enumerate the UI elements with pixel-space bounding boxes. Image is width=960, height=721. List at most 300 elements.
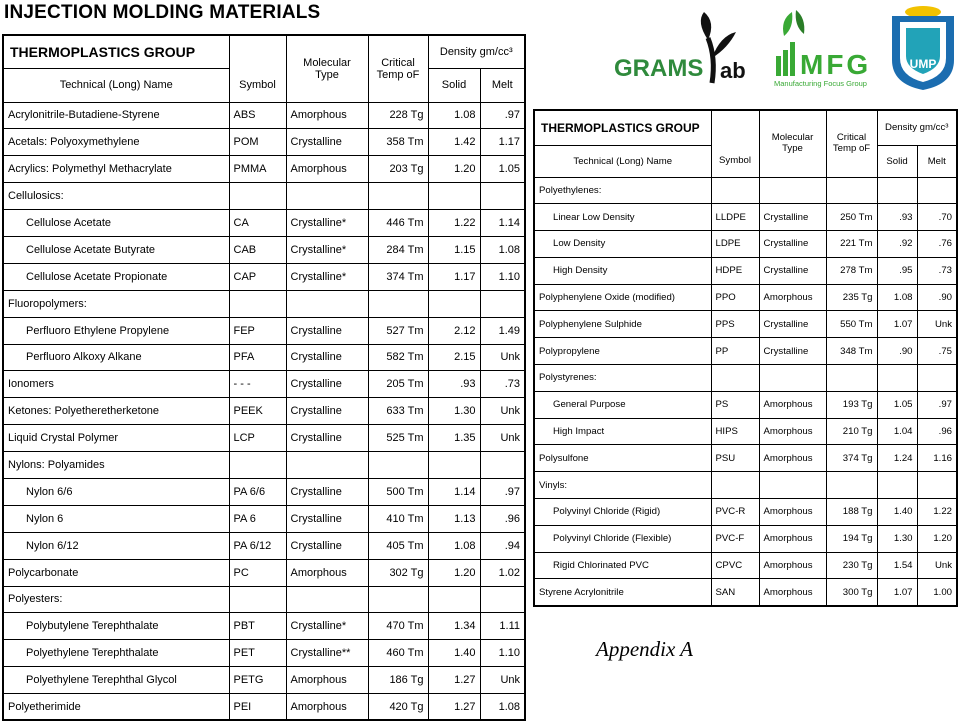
gramslab-logo-suffix: ab bbox=[720, 58, 746, 83]
col-header-solid: Solid bbox=[877, 145, 917, 177]
cell-name: Polyphenylene Oxide (modified) bbox=[534, 284, 711, 311]
cell-density-melt bbox=[917, 365, 957, 392]
cell-molecular-type: Crystalline bbox=[759, 311, 826, 338]
mfg-logo bbox=[770, 4, 880, 88]
table-row bbox=[3, 290, 525, 317]
gramslab-logo-text: GRAMS bbox=[614, 55, 704, 82]
cell-density-melt: .97 bbox=[480, 478, 525, 505]
cell-symbol: PEI bbox=[229, 694, 286, 721]
table-row bbox=[3, 317, 525, 344]
cell-density-solid: 1.27 bbox=[428, 667, 480, 694]
cell-name: Ketones: Polyetheretherketone bbox=[3, 398, 229, 425]
cell-name: Rigid Chlorinated PVC bbox=[534, 552, 711, 579]
table-group-title: THERMOPLASTICS GROUP bbox=[534, 110, 711, 145]
cell-density-solid: 1.27 bbox=[428, 694, 480, 721]
cell-symbol: PETG bbox=[229, 667, 286, 694]
cell-density-solid: 1.07 bbox=[877, 311, 917, 338]
cell-molecular-type bbox=[759, 365, 826, 392]
ump-logo bbox=[888, 2, 958, 92]
cell-density-solid: 1.08 bbox=[428, 532, 480, 559]
table-row bbox=[534, 311, 957, 338]
table-row bbox=[534, 257, 957, 284]
cell-density-solid: 1.08 bbox=[877, 284, 917, 311]
cell-molecular-type: Crystalline** bbox=[286, 640, 368, 667]
col-header-critical-temp: Critical Temp oF bbox=[368, 35, 428, 102]
cell-critical-temp bbox=[826, 177, 877, 204]
cell-symbol: PEEK bbox=[229, 398, 286, 425]
col-header-solid: Solid bbox=[428, 68, 480, 102]
cell-molecular-type: Crystalline bbox=[286, 317, 368, 344]
cell-density-melt: Unk bbox=[480, 398, 525, 425]
cell-density-melt bbox=[917, 177, 957, 204]
cell-name: Polybutylene Terephthalate bbox=[3, 613, 229, 640]
cell-density-solid bbox=[877, 365, 917, 392]
cell-critical-temp: 550 Tm bbox=[826, 311, 877, 338]
cell-density-melt bbox=[480, 452, 525, 479]
cell-density-solid: 1.40 bbox=[877, 499, 917, 526]
cell-symbol: LLDPE bbox=[711, 204, 759, 231]
cell-molecular-type: Crystalline bbox=[286, 425, 368, 452]
cell-density-melt: .76 bbox=[917, 231, 957, 258]
cell-critical-temp: 203 Tg bbox=[368, 156, 428, 183]
cell-density-solid: .93 bbox=[428, 371, 480, 398]
cell-molecular-type: Amorphous bbox=[759, 391, 826, 418]
table-row bbox=[3, 452, 525, 479]
cell-density-melt bbox=[480, 586, 525, 613]
cell-density-melt: 1.08 bbox=[480, 236, 525, 263]
cell-name: Polyvinyl Chloride (Flexible) bbox=[534, 525, 711, 552]
col-header-melt: Melt bbox=[917, 145, 957, 177]
table-row bbox=[3, 586, 525, 613]
cell-density-melt bbox=[917, 472, 957, 499]
cell-name: Polystyrenes: bbox=[534, 365, 711, 392]
cell-name: Perfluoro Ethylene Propylene bbox=[3, 317, 229, 344]
cell-molecular-type: Amorphous bbox=[286, 559, 368, 586]
cell-symbol: CAB bbox=[229, 236, 286, 263]
cell-critical-temp bbox=[368, 452, 428, 479]
cell-density-solid: 1.08 bbox=[428, 102, 480, 129]
mfg-logo-text: MFG bbox=[800, 49, 872, 80]
cell-density-solid: 1.15 bbox=[428, 236, 480, 263]
cell-molecular-type: Amorphous bbox=[759, 579, 826, 606]
cell-symbol bbox=[711, 177, 759, 204]
cell-name: Nylon 6/6 bbox=[3, 478, 229, 505]
cell-molecular-type: Crystalline bbox=[759, 338, 826, 365]
cell-name: Polyvinyl Chloride (Rigid) bbox=[534, 499, 711, 526]
cell-symbol: PVC-F bbox=[711, 525, 759, 552]
cell-molecular-type: Amorphous bbox=[759, 552, 826, 579]
cell-density-melt: Unk bbox=[480, 344, 525, 371]
cell-critical-temp: 374 Tg bbox=[826, 445, 877, 472]
cell-symbol bbox=[711, 365, 759, 392]
cell-symbol bbox=[711, 472, 759, 499]
cell-density-melt: 1.49 bbox=[480, 317, 525, 344]
table-row bbox=[3, 183, 525, 210]
cell-density-melt: .70 bbox=[917, 204, 957, 231]
cell-density-solid: 1.20 bbox=[428, 156, 480, 183]
thermoplastics-table-left bbox=[2, 34, 526, 721]
cell-critical-temp: 188 Tg bbox=[826, 499, 877, 526]
page-title: INJECTION MOLDING MATERIALS bbox=[4, 2, 321, 23]
cell-symbol: PPO bbox=[711, 284, 759, 311]
cell-critical-temp bbox=[368, 586, 428, 613]
ump-logo-text: UMP bbox=[909, 57, 937, 71]
cell-symbol: LCP bbox=[229, 425, 286, 452]
cell-symbol: HIPS bbox=[711, 418, 759, 445]
cell-symbol: PPS bbox=[711, 311, 759, 338]
cell-density-solid: 2.12 bbox=[428, 317, 480, 344]
cell-critical-temp: 374 Tm bbox=[368, 263, 428, 290]
table-row bbox=[534, 418, 957, 445]
gramslab-logo bbox=[612, 8, 762, 88]
cell-symbol: PP bbox=[711, 338, 759, 365]
cell-density-solid: 1.34 bbox=[428, 613, 480, 640]
cell-name: Liquid Crystal Polymer bbox=[3, 425, 229, 452]
cell-density-melt: Unk bbox=[480, 425, 525, 452]
cell-critical-temp: 210 Tg bbox=[826, 418, 877, 445]
cell-critical-temp: 446 Tm bbox=[368, 210, 428, 237]
cell-density-solid: 1.05 bbox=[877, 391, 917, 418]
cell-molecular-type: Amorphous bbox=[759, 418, 826, 445]
cell-symbol: PA 6/6 bbox=[229, 478, 286, 505]
col-header-name: Technical (Long) Name bbox=[3, 68, 229, 102]
table-row bbox=[3, 236, 525, 263]
cell-name: Polyetherimide bbox=[3, 694, 229, 721]
cell-name: Polyphenylene Sulphide bbox=[534, 311, 711, 338]
table-row bbox=[3, 694, 525, 721]
cell-molecular-type: Crystalline bbox=[759, 231, 826, 258]
cell-name: Cellulosics: bbox=[3, 183, 229, 210]
cell-name: Acetals: Polyoxymethylene bbox=[3, 129, 229, 156]
cell-density-solid bbox=[428, 586, 480, 613]
cell-name: Acrylonitrile-Butadiene-Styrene bbox=[3, 102, 229, 129]
cell-density-solid: 1.07 bbox=[877, 579, 917, 606]
col-header-critical-temp: Critical Temp oF bbox=[826, 110, 877, 177]
cell-critical-temp: 186 Tg bbox=[368, 667, 428, 694]
cell-density-melt: 1.10 bbox=[480, 263, 525, 290]
appendix-label: Appendix A bbox=[596, 637, 694, 661]
cell-molecular-type bbox=[286, 183, 368, 210]
cell-symbol bbox=[229, 452, 286, 479]
table-row bbox=[534, 525, 957, 552]
cell-name: Vinyls: bbox=[534, 472, 711, 499]
col-header-melt: Melt bbox=[480, 68, 525, 102]
cell-symbol: PC bbox=[229, 559, 286, 586]
cell-critical-temp bbox=[826, 472, 877, 499]
cell-density-solid: .93 bbox=[877, 204, 917, 231]
cell-critical-temp: 278 Tm bbox=[826, 257, 877, 284]
cell-density-solid: 1.30 bbox=[428, 398, 480, 425]
cell-symbol: HDPE bbox=[711, 257, 759, 284]
cell-molecular-type: Crystalline* bbox=[286, 210, 368, 237]
cell-density-melt: .73 bbox=[480, 371, 525, 398]
cell-density-solid: 2.15 bbox=[428, 344, 480, 371]
cell-critical-temp: 410 Tm bbox=[368, 505, 428, 532]
col-header-density: Density gm/cc³ bbox=[428, 35, 525, 68]
cell-critical-temp: 500 Tm bbox=[368, 478, 428, 505]
cell-density-melt: 1.05 bbox=[480, 156, 525, 183]
cell-critical-temp: 205 Tm bbox=[368, 371, 428, 398]
cell-symbol: LDPE bbox=[711, 231, 759, 258]
cell-density-solid: .95 bbox=[877, 257, 917, 284]
cell-density-solid: 1.54 bbox=[877, 552, 917, 579]
cell-name: Styrene Acrylonitrile bbox=[534, 579, 711, 606]
cell-critical-temp: 228 Tg bbox=[368, 102, 428, 129]
col-header-symbol: Symbol bbox=[711, 145, 759, 177]
table-row bbox=[534, 445, 957, 472]
cell-molecular-type: Amorphous bbox=[759, 499, 826, 526]
cell-molecular-type: Amorphous bbox=[286, 156, 368, 183]
cell-density-solid bbox=[877, 472, 917, 499]
cell-density-melt: 1.02 bbox=[480, 559, 525, 586]
cell-name: Perfluoro Alkoxy Alkane bbox=[3, 344, 229, 371]
cell-symbol: CPVC bbox=[711, 552, 759, 579]
cell-molecular-type: Crystalline bbox=[759, 257, 826, 284]
cell-name: Cellulose Acetate Butyrate bbox=[3, 236, 229, 263]
cell-symbol: PMMA bbox=[229, 156, 286, 183]
cell-density-melt: 1.08 bbox=[480, 694, 525, 721]
cell-density-solid bbox=[428, 452, 480, 479]
cell-name: Linear Low Density bbox=[534, 204, 711, 231]
cell-molecular-type: Crystalline bbox=[286, 478, 368, 505]
table-row bbox=[534, 499, 957, 526]
table-row bbox=[534, 579, 957, 606]
cell-critical-temp: 348 Tm bbox=[826, 338, 877, 365]
cell-symbol: SAN bbox=[711, 579, 759, 606]
cell-density-solid bbox=[428, 183, 480, 210]
cell-critical-temp: 405 Tm bbox=[368, 532, 428, 559]
cell-density-melt: .96 bbox=[480, 505, 525, 532]
table-row bbox=[3, 398, 525, 425]
cell-name: Polypropylene bbox=[534, 338, 711, 365]
cell-density-solid: 1.42 bbox=[428, 129, 480, 156]
cell-name: General Purpose bbox=[534, 391, 711, 418]
cell-symbol: PSU bbox=[711, 445, 759, 472]
cell-symbol: PS bbox=[711, 391, 759, 418]
cell-density-melt: .97 bbox=[480, 102, 525, 129]
col-header-molecular-type: Molecular Type bbox=[759, 110, 826, 177]
cell-density-solid: 1.30 bbox=[877, 525, 917, 552]
cell-molecular-type: Crystalline bbox=[286, 532, 368, 559]
cell-density-solid bbox=[428, 290, 480, 317]
cell-density-solid: 1.22 bbox=[428, 210, 480, 237]
cell-molecular-type: Amorphous bbox=[759, 284, 826, 311]
cell-density-melt: 1.14 bbox=[480, 210, 525, 237]
cell-critical-temp: 527 Tm bbox=[368, 317, 428, 344]
cell-critical-temp: 420 Tg bbox=[368, 694, 428, 721]
cell-density-melt: 1.22 bbox=[917, 499, 957, 526]
cell-critical-temp: 302 Tg bbox=[368, 559, 428, 586]
cell-name: Cellulose Acetate bbox=[3, 210, 229, 237]
cell-molecular-type: Amorphous bbox=[286, 694, 368, 721]
table-row bbox=[3, 505, 525, 532]
cell-molecular-type bbox=[759, 472, 826, 499]
table-row bbox=[534, 177, 957, 204]
cell-molecular-type: Crystalline bbox=[286, 398, 368, 425]
cell-molecular-type: Crystalline* bbox=[286, 613, 368, 640]
cell-critical-temp: 300 Tg bbox=[826, 579, 877, 606]
cell-density-solid: 1.20 bbox=[428, 559, 480, 586]
cell-critical-temp: 460 Tm bbox=[368, 640, 428, 667]
cell-name: Low Density bbox=[534, 231, 711, 258]
cell-molecular-type bbox=[286, 586, 368, 613]
cell-molecular-type bbox=[286, 290, 368, 317]
cell-molecular-type: Amorphous bbox=[759, 445, 826, 472]
cell-symbol: PET bbox=[229, 640, 286, 667]
table-row bbox=[3, 613, 525, 640]
cell-density-solid: 1.14 bbox=[428, 478, 480, 505]
cell-critical-temp: 525 Tm bbox=[368, 425, 428, 452]
cell-density-melt: 1.10 bbox=[480, 640, 525, 667]
cell-density-solid: 1.04 bbox=[877, 418, 917, 445]
cell-critical-temp: 193 Tg bbox=[826, 391, 877, 418]
cell-name: Polyethylenes: bbox=[534, 177, 711, 204]
cell-density-solid: .90 bbox=[877, 338, 917, 365]
cell-symbol: PBT bbox=[229, 613, 286, 640]
cell-critical-temp: 633 Tm bbox=[368, 398, 428, 425]
cell-molecular-type: Crystalline bbox=[759, 204, 826, 231]
cell-density-melt: 1.00 bbox=[917, 579, 957, 606]
cell-symbol: - - - bbox=[229, 371, 286, 398]
cell-molecular-type bbox=[286, 452, 368, 479]
cell-density-melt: Unk bbox=[480, 667, 525, 694]
cell-density-solid: 1.35 bbox=[428, 425, 480, 452]
cell-density-melt: 1.11 bbox=[480, 613, 525, 640]
cell-molecular-type: Crystalline bbox=[286, 129, 368, 156]
table-row bbox=[3, 478, 525, 505]
cell-symbol bbox=[229, 290, 286, 317]
table-row bbox=[534, 284, 957, 311]
cell-density-solid: .92 bbox=[877, 231, 917, 258]
table-row bbox=[534, 391, 957, 418]
cell-molecular-type: Crystalline bbox=[286, 505, 368, 532]
table-row bbox=[3, 129, 525, 156]
cell-density-melt: .90 bbox=[917, 284, 957, 311]
table-row bbox=[3, 102, 525, 129]
cell-symbol: POM bbox=[229, 129, 286, 156]
table-row bbox=[534, 231, 957, 258]
table-row bbox=[3, 263, 525, 290]
logo-strip bbox=[612, 2, 958, 92]
cell-symbol: PFA bbox=[229, 344, 286, 371]
cell-critical-temp bbox=[368, 290, 428, 317]
cell-name: Polyethylene Terephthal Glycol bbox=[3, 667, 229, 694]
thermoplastics-table-right bbox=[533, 109, 958, 607]
cell-molecular-type: Amorphous bbox=[286, 667, 368, 694]
table-row bbox=[534, 338, 957, 365]
cell-symbol: CAP bbox=[229, 263, 286, 290]
table-row bbox=[3, 210, 525, 237]
cell-density-melt: 1.20 bbox=[917, 525, 957, 552]
cell-density-solid: 1.13 bbox=[428, 505, 480, 532]
col-header-molecular-type: Molecular Type bbox=[286, 35, 368, 102]
table-group-title: THERMOPLASTICS GROUP bbox=[3, 35, 229, 68]
cell-symbol: FEP bbox=[229, 317, 286, 344]
table-row bbox=[3, 425, 525, 452]
cell-critical-temp: 470 Tm bbox=[368, 613, 428, 640]
cell-critical-temp: 194 Tg bbox=[826, 525, 877, 552]
cell-density-melt: 1.17 bbox=[480, 129, 525, 156]
cell-critical-temp: 221 Tm bbox=[826, 231, 877, 258]
table-row bbox=[3, 667, 525, 694]
cell-symbol: PA 6/12 bbox=[229, 532, 286, 559]
cell-symbol: PA 6 bbox=[229, 505, 286, 532]
cell-name: Polyesters: bbox=[3, 586, 229, 613]
cell-name: High Density bbox=[534, 257, 711, 284]
cell-critical-temp: 284 Tm bbox=[368, 236, 428, 263]
table-row bbox=[534, 472, 957, 499]
cell-name: High Impact bbox=[534, 418, 711, 445]
cell-symbol bbox=[229, 586, 286, 613]
cell-symbol: PVC-R bbox=[711, 499, 759, 526]
cell-density-melt bbox=[480, 290, 525, 317]
col-header-name: Technical (Long) Name bbox=[534, 145, 711, 177]
cell-molecular-type bbox=[759, 177, 826, 204]
table-row bbox=[534, 552, 957, 579]
table-row bbox=[3, 532, 525, 559]
cell-critical-temp: 582 Tm bbox=[368, 344, 428, 371]
cell-name: Ionomers bbox=[3, 371, 229, 398]
cell-density-melt: .97 bbox=[917, 391, 957, 418]
cell-density-melt: 1.16 bbox=[917, 445, 957, 472]
cell-density-solid: 1.17 bbox=[428, 263, 480, 290]
cell-molecular-type: Crystalline bbox=[286, 344, 368, 371]
cell-name: Polycarbonate bbox=[3, 559, 229, 586]
table-row bbox=[534, 365, 957, 392]
table-row bbox=[534, 204, 957, 231]
cell-critical-temp: 230 Tg bbox=[826, 552, 877, 579]
table-row bbox=[3, 156, 525, 183]
cell-molecular-type: Amorphous bbox=[759, 525, 826, 552]
cell-density-melt: Unk bbox=[917, 311, 957, 338]
table-row bbox=[3, 640, 525, 667]
cell-critical-temp: 235 Tg bbox=[826, 284, 877, 311]
cell-name: Cellulose Acetate Propionate bbox=[3, 263, 229, 290]
cell-density-melt: .75 bbox=[917, 338, 957, 365]
cell-critical-temp: 250 Tm bbox=[826, 204, 877, 231]
cell-density-solid: 1.24 bbox=[877, 445, 917, 472]
cell-name: Polysulfone bbox=[534, 445, 711, 472]
cell-molecular-type: Crystalline bbox=[286, 371, 368, 398]
cell-name: Fluoropolymers: bbox=[3, 290, 229, 317]
cell-density-melt bbox=[480, 183, 525, 210]
cell-symbol: ABS bbox=[229, 102, 286, 129]
cell-density-solid: 1.40 bbox=[428, 640, 480, 667]
cell-symbol bbox=[229, 183, 286, 210]
table-row bbox=[3, 559, 525, 586]
cell-density-melt: .73 bbox=[917, 257, 957, 284]
cell-density-melt: .96 bbox=[917, 418, 957, 445]
cell-molecular-type: Amorphous bbox=[286, 102, 368, 129]
cell-name: Nylons: Polyamides bbox=[3, 452, 229, 479]
cell-molecular-type: Crystalline* bbox=[286, 263, 368, 290]
cell-symbol: CA bbox=[229, 210, 286, 237]
col-header-density: Density gm/cc³ bbox=[877, 110, 957, 145]
mfg-logo-tagline: Manufacturing Focus Group bbox=[774, 79, 867, 88]
cell-density-melt: .94 bbox=[480, 532, 525, 559]
cell-critical-temp bbox=[826, 365, 877, 392]
cell-name: Nylon 6/12 bbox=[3, 532, 229, 559]
col-header-symbol: Symbol bbox=[229, 68, 286, 102]
cell-molecular-type: Crystalline* bbox=[286, 236, 368, 263]
cell-name: Nylon 6 bbox=[3, 505, 229, 532]
cell-density-melt: Unk bbox=[917, 552, 957, 579]
cell-name: Polyethylene Terephthalate bbox=[3, 640, 229, 667]
table-row bbox=[3, 344, 525, 371]
table-row bbox=[3, 371, 525, 398]
cell-critical-temp: 358 Tm bbox=[368, 129, 428, 156]
cell-critical-temp bbox=[368, 183, 428, 210]
